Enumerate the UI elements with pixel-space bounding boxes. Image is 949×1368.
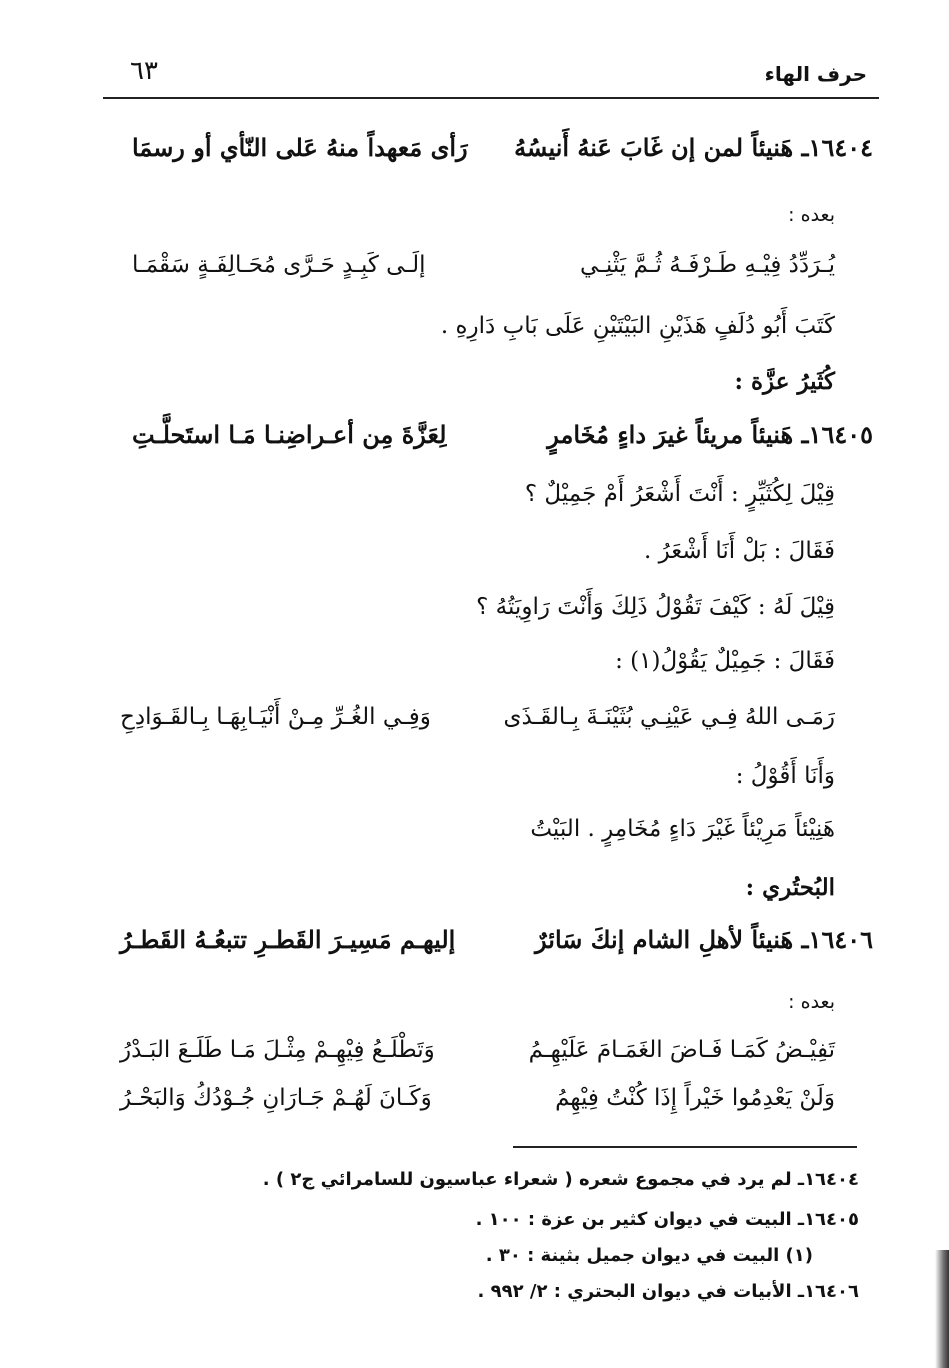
jamil-verse-second-hemistich: وَفِـي الغُـرِّ مِـنْ أَنْيَـابِهَـا بِـالقَـوَادِحِ: [120, 704, 431, 730]
after-16404-first-hemistich: يُـرَدِّدُ فِيْـهِ طَـرْفَـهُ ثُـمَّ يَثْنِـي: [580, 252, 835, 278]
dialogue-line-2: فَقَالَ : بَلْ أَنَا أَشْعَرُ .: [643, 538, 835, 564]
verse-16405-first-hemistich: ١٦٤٠٥ـ هَنيئاً مريئاً غيرَ داءٍ مُخَامرٍ: [547, 420, 873, 449]
note-16404: كَتَبَ أَبُو دُلَفٍ هَذَيْنِ البَيْتَيْنِ عَلَى بَابِ دَارِهِ .: [440, 313, 835, 339]
footnote-rule: [513, 1146, 857, 1148]
after-16406-verse2-second: وَكَـانَ لَهُـمْ جَـارَانِ جُـوْدُكُ وَالبَحْـرُ: [120, 1085, 432, 1111]
page-number: ٦٣: [130, 56, 158, 86]
after-16404-second-hemistich: إلَـى كَبِـدٍ حَـرَّى مُحَـالِفَـةٍ سَقْمَـا: [132, 252, 426, 278]
dialogue-line-3: قِيْلَ لَهُ : كَيْفَ تَقُوْلُ ذَلِكَ وَأَنْتَ رَاوِيَتُهُ ؟: [476, 594, 835, 620]
quoted-verse: هَنِيْئاً مَرِيْئاً غَيْرَ دَاءٍ مُخَامِرٍ . البَيْتُ: [530, 816, 835, 842]
after-16406-verse1-first: تَفِيْـضُ كَمَـا فَـاضَ الغَمَـامَ عَلَيْهِـمُ: [528, 1037, 835, 1063]
after-16406-verse1-second: وَتَطْلَـعُ فِيْهِـمْ مِثْـلَ مَـا طَلَـعَ البَـدْرُ: [120, 1037, 435, 1063]
footnote-16406: ١٦٤٠٦ـ الأبيات في ديوان البحتري : ٢/ ٩٩٢ .: [477, 1281, 859, 1302]
verse-16404-second-hemistich: رَأى مَعهداً منهُ عَلى النّأي أو رسمَا: [132, 133, 468, 162]
footnote-16404: ١٦٤٠٤ـ لم يرد في مجموع شعره ( شعراء عباسيون للسامرائي ج٢ ) .: [262, 1169, 859, 1190]
header-rule: [103, 97, 879, 99]
footnote-16405: ١٦٤٠٥ـ البيت في ديوان كثير بن عزة : ١٠٠ .: [475, 1209, 859, 1230]
after-label-16406: بعده :: [788, 991, 835, 1013]
wa-ana-aqul: وَأَنَا أَقُوْلُ :: [735, 763, 835, 789]
verse-16406-second-hemistich: إليهـم مَسِيـرَ القَطـرِ تتبعُـهُ القَطـرُ: [120, 925, 456, 954]
chapter-title: حرف الهاء: [764, 62, 867, 86]
verse-16406-first-hemistich: ١٦٤٠٦ـ هَنيئاً لأهلِ الشام إنكَ سَائرٌ: [535, 925, 873, 954]
poet-buhturi: البُحتُري :: [745, 874, 835, 901]
verse-16404-first-hemistich: ١٦٤٠٤ـ هَنيئاً لمن إن غَابَ عَنهُ أَنيسُهُ: [514, 133, 873, 162]
dialogue-line-1: قِيْلَ لِكُثَيِّرٍ : أَنْتَ أَشْعَرُ أَمْ جَمِيْلٌ ؟: [524, 481, 835, 507]
poet-kuthayyir: كُثَيرُ عزَّة :: [734, 368, 835, 395]
dialogue-line-4: فَقَالَ : جَمِيْلٌ يَقُوْلُ(١) :: [615, 648, 835, 674]
verse-16405-second-hemistich: لِعَزَّةَ مِن أعـراضِنـا مَـا استَحلَّـتِ: [132, 420, 447, 449]
footnote-jamil: (١) البيت في ديوان جميل بثينة : ٣٠ .: [485, 1245, 813, 1266]
page-edge-shadow: [935, 1250, 949, 1368]
jamil-verse-first-hemistich: رَمَـى اللهُ فِـي عَيْنِـي بُثَيْنَـةَ بِـالقَـذَى: [503, 704, 835, 730]
after-label-16404: بعده :: [788, 204, 835, 226]
after-16406-verse2-first: وَلَنْ يَعْدِمُوا خَيْراً إِذَا كُنْتُ فِيْهِمُ: [555, 1085, 835, 1111]
